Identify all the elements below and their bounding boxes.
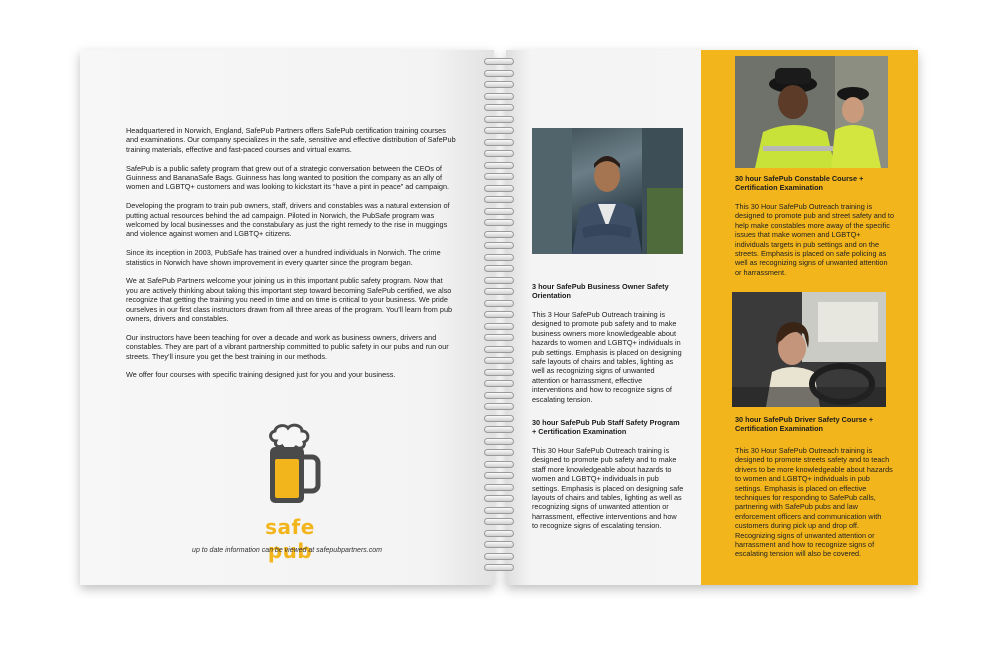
- spiral-ring-wire: [484, 484, 514, 491]
- spiral-ring-wire: [484, 403, 514, 410]
- spiral-ring: [482, 461, 516, 470]
- spiral-ring-wire: [484, 346, 514, 353]
- spiral-ring: [482, 530, 516, 539]
- spiral-ring-wire: [484, 139, 514, 146]
- spiral-ring: [482, 288, 516, 297]
- spiral-ring-wire: [484, 311, 514, 318]
- spiral-ring: [482, 185, 516, 194]
- spiral-ring: [482, 265, 516, 274]
- beer-mug-icon: [250, 423, 330, 513]
- spiral-ring-wire: [484, 564, 514, 571]
- spiral-ring-wire: [484, 518, 514, 525]
- spiral-ring-wire: [484, 426, 514, 433]
- website-footer-note: up to date information can be viewed at safepubpartners.com: [192, 547, 382, 554]
- spiral-ring-wire: [484, 380, 514, 387]
- spiral-ring-wire: [484, 530, 514, 537]
- course2-body: This 30 Hour SafePub Outreach training is designed to promote pub safety and to make staff more knowledgeable about hazards to women and LGBTQ+ individuals in pub settings. Emphasis is placed on designing safe layouts of chairs and tables, lighting as well as recognizing signs of unwanted attention or harrassment, effective interventions and how to recognize signs of escalating tension.: [532, 446, 684, 531]
- spiral-ring: [482, 449, 516, 458]
- spiral-ring: [482, 300, 516, 309]
- spiral-ring-wire: [484, 369, 514, 376]
- spiral-ring-wire: [484, 334, 514, 341]
- spiral-ring-wire: [484, 196, 514, 203]
- spiral-ring-wire: [484, 242, 514, 249]
- spiral-ring-wire: [484, 553, 514, 560]
- course4-title: 30 hour SafePub Driver Safety Course + Certification Examination: [735, 415, 874, 434]
- spiral-ring: [482, 116, 516, 125]
- spiral-ring-wire: [484, 93, 514, 100]
- spiral-ring-wire: [484, 219, 514, 226]
- spiral-ring: [482, 162, 516, 171]
- intro-paragraph-2: SafePub is a public safety program that grew out of a strategic conversation between the CEOs of Guinness and BananaSafe Bags. Guinness has long wanted to position the company as an ally of women and LGBTQ+ customers and was looking to kickstart its “have a pint in peace” ad campaign.: [126, 163, 450, 192]
- spiral-ring-wire: [484, 461, 514, 468]
- spiral-ring: [482, 70, 516, 79]
- spiral-ring: [482, 277, 516, 286]
- spiral-ring: [482, 518, 516, 527]
- spiral-ring: [482, 380, 516, 389]
- spiral-ring-wire: [484, 81, 514, 88]
- spiral-ring: [482, 334, 516, 343]
- spiral-ring: [482, 231, 516, 240]
- spiral-ring-wire: [484, 277, 514, 284]
- spiral-ring: [482, 81, 516, 90]
- spiral-ring-wire: [484, 449, 514, 456]
- brochure-right-page: [506, 50, 918, 585]
- intro-paragraph-3: Developing the program to train pub owners, staff, drivers and constables was a natural extension of putting actual resources behind the ad campaign. Piloted in Norwich, the PubSafe program was welcomed by local businesses and the constabulary as just the right remedy to the rise in muggings and violence against women and LGBTQ+ citizens.: [126, 201, 450, 239]
- spiral-ring-wire: [484, 288, 514, 295]
- spiral-ring: [482, 127, 516, 136]
- course3-title: 30 hour SafePub Constable Course + Certification Examination: [735, 174, 864, 193]
- driver-photo: [732, 292, 886, 407]
- intro-paragraph-5: We at SafePub Partners welcome your joining us in this important public safety program. Now that you are actively thinking about taking this important step toward becoming SafePub certified, we also recognize that getting the training you need in time and on time is critical to your business. We pride ourselves in our first class instructors drawn from all three areas of the program. You’ll learn from pub owners, drivers and constables.: [126, 276, 453, 324]
- spiral-ring: [482, 254, 516, 263]
- intro-text: [126, 126, 456, 389]
- spiral-ring-wire: [484, 254, 514, 261]
- business-owner-photo: [532, 128, 683, 254]
- spiral-ring-wire: [484, 58, 514, 65]
- spiral-ring-wire: [484, 104, 514, 111]
- spiral-ring: [482, 472, 516, 481]
- course1-body: This 3 Hour SafePub Outreach training is designed to promote pub safety and to make business owners more knowledgeable about hazards to women and LGBTQ+ individuals in pub settings. Emphasis is placed on designing safe layouts of chairs and tables, lighting as well as recognizing signs of unwanted attention or harrassment, effective interventions and how to recognize signs of escalating tension.: [532, 310, 682, 404]
- constable-photo: [735, 56, 888, 168]
- spiral-ring-wire: [484, 357, 514, 364]
- spiral-ring-wire: [484, 70, 514, 77]
- spiral-ring: [482, 346, 516, 355]
- safepub-logo: [250, 423, 330, 563]
- spiral-ring-wire: [484, 162, 514, 169]
- spiral-binding: [482, 58, 516, 578]
- spiral-ring: [482, 438, 516, 447]
- course4-body: This 30 Hour SafePub Outreach training is designed to promote streets safety and to teach drivers to be more knowledgeable about hazards to women and LGBTQ+ individuals in pub settings. Emphasis is placed on effective techniques for responding to SafePub calls, partnering with SafePub pubs and law enforcement officers and communication with customers during pick up and drop off. Recognizing signs of unwanted attention or harrassment and how to recognize signs of escalating tension will also be covered.: [735, 446, 893, 559]
- spiral-ring: [482, 173, 516, 182]
- spiral-ring-wire: [484, 208, 514, 215]
- spiral-ring-wire: [484, 495, 514, 502]
- spiral-ring-wire: [484, 150, 514, 157]
- spiral-ring-wire: [484, 300, 514, 307]
- course3-body: This 30 Hour SafePub Outreach training is designed to promote pub and street safety and to help make constables more away of the specific issues that make women and LGBTQ+ individuals targets in pub settings and on the streets. Emphasis is placed on safe policing as well as recognizing signs of unwanted attention or harrassment.: [735, 202, 895, 277]
- spiral-ring: [482, 323, 516, 332]
- intro-paragraph-6: Our instructors have been teaching for over a decade and work as business owners, drivers and constables. They are part of a vibrant partnership committed to public safety in our pubs and run our streets. They’ll insure you get the best training in our methods.: [126, 332, 449, 361]
- intro-paragraph-7: We offer four courses with specific training designed just for you and your business.: [126, 370, 396, 380]
- spiral-ring: [482, 139, 516, 148]
- spiral-ring-wire: [484, 173, 514, 180]
- spiral-ring: [482, 495, 516, 504]
- spiral-ring-wire: [484, 472, 514, 479]
- brochure-left-page: [80, 50, 494, 585]
- logo-wordmark: safe pub: [265, 515, 315, 563]
- spiral-ring-wire: [484, 323, 514, 330]
- spiral-ring-wire: [484, 415, 514, 422]
- spiral-ring-wire: [484, 265, 514, 272]
- spiral-ring: [482, 564, 516, 573]
- spiral-ring-wire: [484, 392, 514, 399]
- spiral-ring: [482, 553, 516, 562]
- course1-title: 3 hour SafePub Business Owner Safety Orientation: [532, 282, 669, 301]
- spiral-ring: [482, 484, 516, 493]
- spiral-ring: [482, 58, 516, 67]
- spiral-ring-wire: [484, 185, 514, 192]
- spiral-ring: [482, 219, 516, 228]
- spiral-ring-wire: [484, 116, 514, 123]
- spiral-ring: [482, 392, 516, 401]
- spiral-ring-wire: [484, 127, 514, 134]
- spiral-ring: [482, 196, 516, 205]
- spiral-ring-wire: [484, 541, 514, 548]
- spiral-ring: [482, 357, 516, 366]
- spiral-ring: [482, 242, 516, 251]
- spiral-ring: [482, 93, 516, 102]
- spiral-ring: [482, 369, 516, 378]
- course2-title: 30 hour SafePub Pub Staff Safety Program + Certification Examination: [532, 418, 680, 437]
- intro-paragraph-4: Since its inception in 2003, PubSafe has trained over a hundred individuals in Norwich. The crime statistics in Norwich have shown improvement in every quarter since the program began.: [126, 248, 441, 267]
- spiral-ring: [482, 208, 516, 217]
- spiral-ring: [482, 426, 516, 435]
- spiral-ring-wire: [484, 438, 514, 445]
- spiral-ring: [482, 104, 516, 113]
- spiral-ring: [482, 541, 516, 550]
- spiral-ring: [482, 311, 516, 320]
- intro-paragraph-1: Headquartered in Norwich, England, SafePub Partners offers SafePub certification training courses and examinations. Our company specializes in the safe, sensitive and effective distribution of SafePub training materials, effective and fast-paced courses and virtual exams.: [126, 126, 456, 154]
- spiral-ring-wire: [484, 231, 514, 238]
- spiral-ring: [482, 415, 516, 424]
- spiral-ring: [482, 150, 516, 159]
- spiral-ring-wire: [484, 507, 514, 514]
- spiral-ring: [482, 403, 516, 412]
- spiral-ring: [482, 507, 516, 516]
